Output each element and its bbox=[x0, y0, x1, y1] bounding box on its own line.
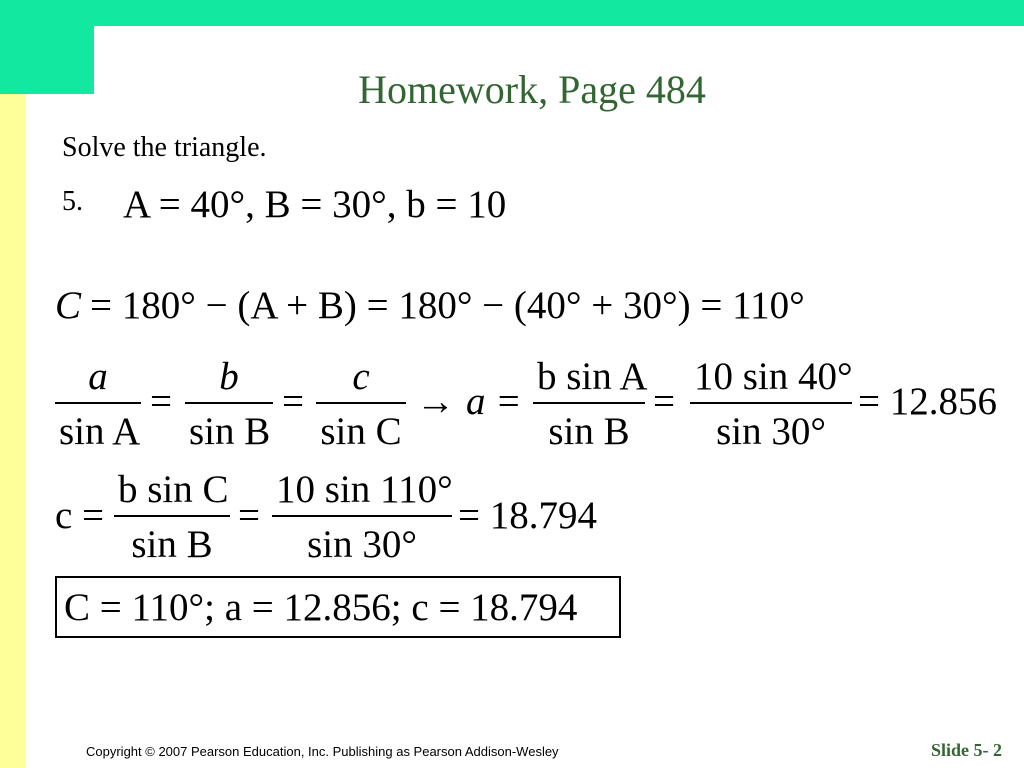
eq2-fraction-b-den: sin B bbox=[189, 410, 271, 453]
eq2-fraction-bsinA-num: b sin A bbox=[537, 355, 648, 398]
equals-sign: = bbox=[150, 380, 172, 423]
equals-sign: = bbox=[282, 380, 304, 423]
eq1-lhs bbox=[55, 286, 81, 325]
eq2-fraction-b bbox=[185, 357, 273, 451]
top-accent-bar bbox=[0, 0, 1024, 26]
eq3-fraction-bsinC-den: sin B bbox=[131, 523, 213, 566]
problem-number: 5. bbox=[62, 186, 83, 217]
fraction-bar bbox=[690, 402, 852, 404]
fraction-bar bbox=[55, 402, 141, 404]
eq3-lhs: c = bbox=[55, 494, 105, 537]
eq2-fraction-numeric bbox=[690, 357, 852, 451]
eq2-fraction-bsinA-den: sin B bbox=[548, 410, 630, 453]
eq2-fraction-numeric-den: sin 30° bbox=[716, 410, 826, 453]
fraction-bar bbox=[316, 402, 406, 404]
fraction-bar bbox=[114, 515, 230, 517]
eq3-fraction-bsinC-num: b sin C bbox=[118, 468, 229, 511]
eq3-fraction-numeric-num: 10 sin 110° bbox=[276, 468, 453, 511]
answer-text: C = 110°; a = 12.856; c = 18.794 bbox=[64, 586, 578, 629]
eq2-fraction-c-den: sin C bbox=[320, 410, 402, 453]
eq3-fraction-bsinC bbox=[114, 470, 230, 564]
eq2-fraction-b-num: b bbox=[219, 355, 239, 398]
instruction-text: Solve the triangle. bbox=[62, 132, 267, 163]
equals-sign: = bbox=[653, 380, 675, 423]
eq2-fraction-c-num: c bbox=[352, 355, 370, 398]
eq3-result: = 18.794 bbox=[458, 494, 597, 537]
copyright-footer: Copyright © 2007 Pearson Education, Inc. Publishing as Pearson Addison-Wesley bbox=[86, 744, 559, 759]
eq2-fraction-a-den: sin A bbox=[59, 410, 141, 453]
eq2-fraction-numeric-num: 10 sin 40° bbox=[694, 355, 853, 398]
eq3-fraction-numeric-den: sin 30° bbox=[307, 523, 417, 566]
eq2-result: = 12.856 bbox=[858, 380, 997, 423]
eq3-fraction-numeric bbox=[272, 470, 452, 564]
eq2-a-lhs: a = bbox=[466, 380, 522, 423]
arrow-icon: → bbox=[416, 380, 455, 423]
eq2-fraction-bsinA bbox=[533, 355, 648, 453]
eq2-fraction-c bbox=[316, 357, 406, 451]
eq1-lhs-var: C bbox=[55, 284, 82, 327]
problem-given: A = 40°, B = 30°, b = 10 bbox=[123, 183, 507, 226]
eq2-fraction-a bbox=[55, 357, 141, 451]
slide-number: Slide 5- 2 bbox=[930, 740, 1002, 760]
fraction-bar bbox=[185, 402, 273, 404]
fraction-bar bbox=[533, 402, 645, 404]
slide-title: Homework, Page 484 bbox=[358, 67, 706, 112]
left-accent-bar bbox=[0, 0, 26, 768]
fraction-bar bbox=[272, 515, 452, 517]
equals-sign: = bbox=[238, 494, 260, 537]
eq1-rhs: = 180° − (A + B) = 180° − (40° + 30°) = 110° bbox=[90, 284, 805, 327]
eq2-fraction-a-num: a bbox=[88, 355, 108, 398]
